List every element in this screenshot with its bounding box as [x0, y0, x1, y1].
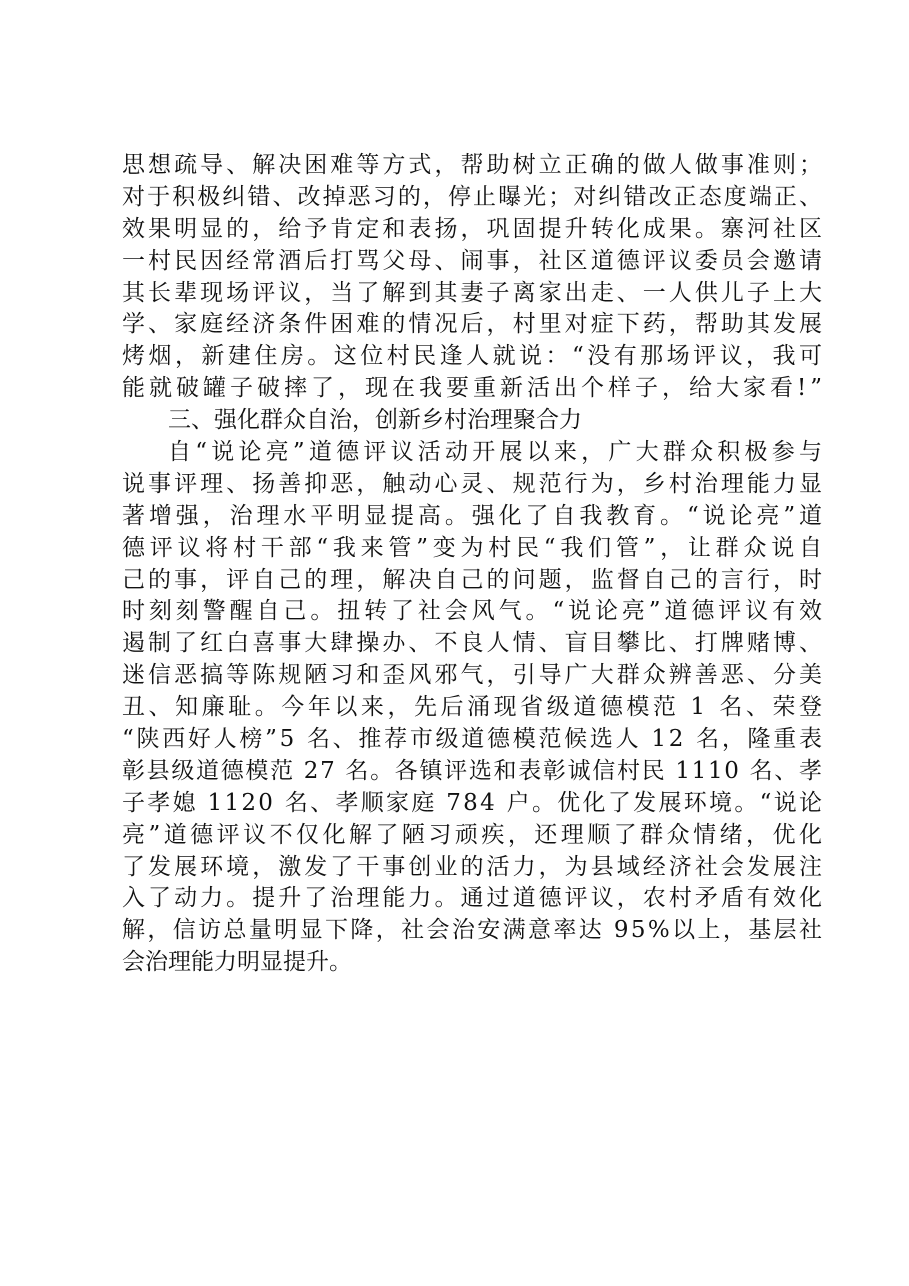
text-line: 会治理能力明显提升。	[122, 949, 352, 976]
text-line: 对于积极纠错、改掉恶习的，停止曝光；对纠错改正态度端正、	[122, 183, 825, 210]
text-line: “陕西好人榜”5 名、推荐市级道德模范候选人 12 名，隆重表	[122, 726, 825, 753]
text-line: 了发展环境，激发了干事创业的活力，为县域经济社会发展注	[122, 853, 826, 880]
text-line: 己的事，评自己的理，解决自己的问题，监督自己的言行，时	[122, 566, 826, 593]
text-line: 说事评理、扬善抑恶，触动心灵、规范行为，乡村治理能力显	[122, 470, 826, 497]
text-line: 亮”道德评议不仅化解了陋习顽疾，还理顺了群众情绪，优化	[122, 821, 826, 848]
text-line: 时刻刻警醒自己。扭转了社会风气。“说论亮”道德评议有效	[122, 598, 826, 625]
text-line: 学、家庭经济条件困难的情况后，村里对症下药，帮助其发展	[122, 311, 826, 338]
text-line: 丑、知廉耻。今年以来，先后涌现省级道德模范 1 名、荣登	[122, 694, 826, 721]
text-line: 德评议将村干部“我来管”变为村民“我们管”，让群众说自	[122, 534, 827, 561]
text-line: 一村民因经常酒后打骂父母、闹事，社区道德评议委员会邀请	[122, 247, 826, 274]
text-line: 迷信恶搞等陈规陋习和歪风邪气，引导广大群众辨善恶、分美	[122, 662, 826, 689]
text-line: 入了动力。提升了治理能力。通过道德评议，农村矛盾有效化	[122, 885, 826, 912]
text-line: 子孝媳 1120 名、孝顺家庭 784 户。优化了发展环境。“说论	[122, 789, 825, 816]
text-line: 效果明显的，给予肯定和表扬，巩固提升转化成果。寨河社区	[122, 215, 826, 242]
body-text	[122, 150, 827, 979]
paragraph-first-line: 自“说论亮”道德评议活动开展以来，广大群众积极参与	[168, 439, 827, 466]
section-heading: 三、强化群众自治，创新乡村治理聚合力	[168, 407, 582, 434]
text-line: 思想疏导、解决困难等方式，帮助树立正确的做人做事准则；	[122, 152, 826, 178]
text-line: 遏制了红白喜事大肆操办、不良人情、盲目攀比、打牌赌博、	[122, 630, 826, 657]
text-line: 其长辈现场评议，当了解到其妻子离家出走、一人供儿子上大	[122, 279, 826, 306]
text-line: 彰县级道德模范 27 名。各镇评选和表彰诚信村民 1110 名、孝	[122, 757, 824, 784]
text-line: 著增强，治理水平明显提高。强化了自我教育。“说论亮”道	[122, 502, 826, 529]
text-line: 烤烟，新建住房。这位村民逢人就说：“没有那场评议，我可	[122, 343, 826, 370]
text-line: 能就破罐子破摔了，现在我要重新活出个样子，给大家看!”	[122, 375, 826, 402]
text-line: 解，信访总量明显下降，社会治安满意率达 95%以上，基层社	[122, 917, 825, 944]
